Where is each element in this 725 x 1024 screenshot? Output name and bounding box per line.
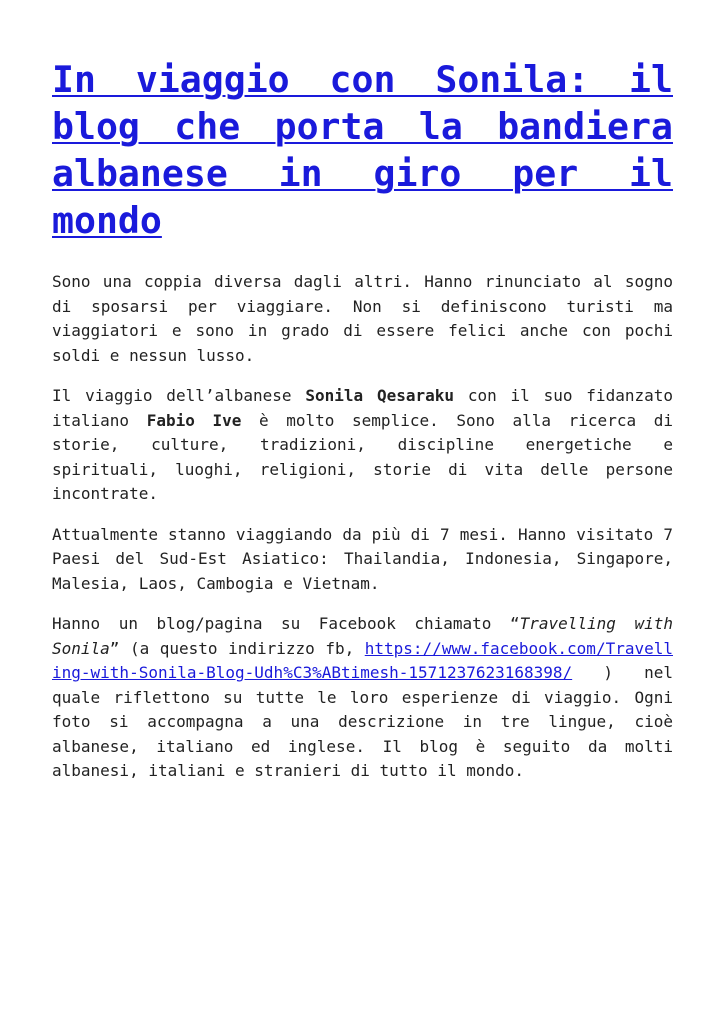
- article-title: [52, 56, 673, 244]
- paragraph-countries: Attualmente stanno viaggiando da più di 7 mesi. Hanno visitato 7 Paesi del Sud-Est Asiatico: Thailandia, Indonesia, Singapore, Malesia, Laos, Cambogia e Vietnam.: [52, 524, 673, 593]
- paragraph-blog: [52, 612, 673, 784]
- text-segment: con il suo fidanzato italiano: [52, 386, 673, 430]
- text-segment: Il viaggio dell’albanese: [52, 386, 306, 405]
- facebook-link[interactable]: https://www.facebook.com/Travelling-with-Sonila-Blog-Udh%C3%ABtimesh-1571237623168398/: [52, 638, 673, 682]
- name-fabio: Fabio Ive: [146, 410, 242, 430]
- text-segment: Hanno un blog/pagina su Facebook chiamato “: [52, 614, 520, 633]
- article-title-link[interactable]: In viaggio con Sonila: il blog che porta la bandiera albanese in giro per il mondo: [52, 58, 673, 242]
- text-segment: ) nel quale riflettono su tutte le loro esperienze di viaggio. Ogni foto si accompagna a una descrizione in tre lingue, cioè albanese, italiano ed inglese. Il blog è seguito da molti albanesi, italiani e stranieri di tutto il mondo.: [52, 663, 673, 780]
- blog-name: Travelling with Sonila: [52, 614, 673, 658]
- article-body: [52, 270, 673, 784]
- article: [52, 56, 673, 800]
- text-segment: ” (a questo indirizzo fb,: [109, 638, 365, 658]
- text-segment: è molto semplice. Sono alla ricerca di storie, culture, tradizioni, discipline energetiche e spirituali, luoghi, religioni, storie di vita delle persone incontrate.: [52, 410, 673, 503]
- paragraph-travelers: [52, 384, 673, 507]
- name-sonila: Sonila Qesaraku: [305, 386, 455, 405]
- paragraph-intro: Sono una coppia diversa dagli altri. Hanno rinunciato al sogno di sposarsi per viaggiare. Non si definiscono turisti ma viaggiatori e sono in grado di essere felici anche con pochi soldi e nessun lusso.: [52, 272, 673, 365]
